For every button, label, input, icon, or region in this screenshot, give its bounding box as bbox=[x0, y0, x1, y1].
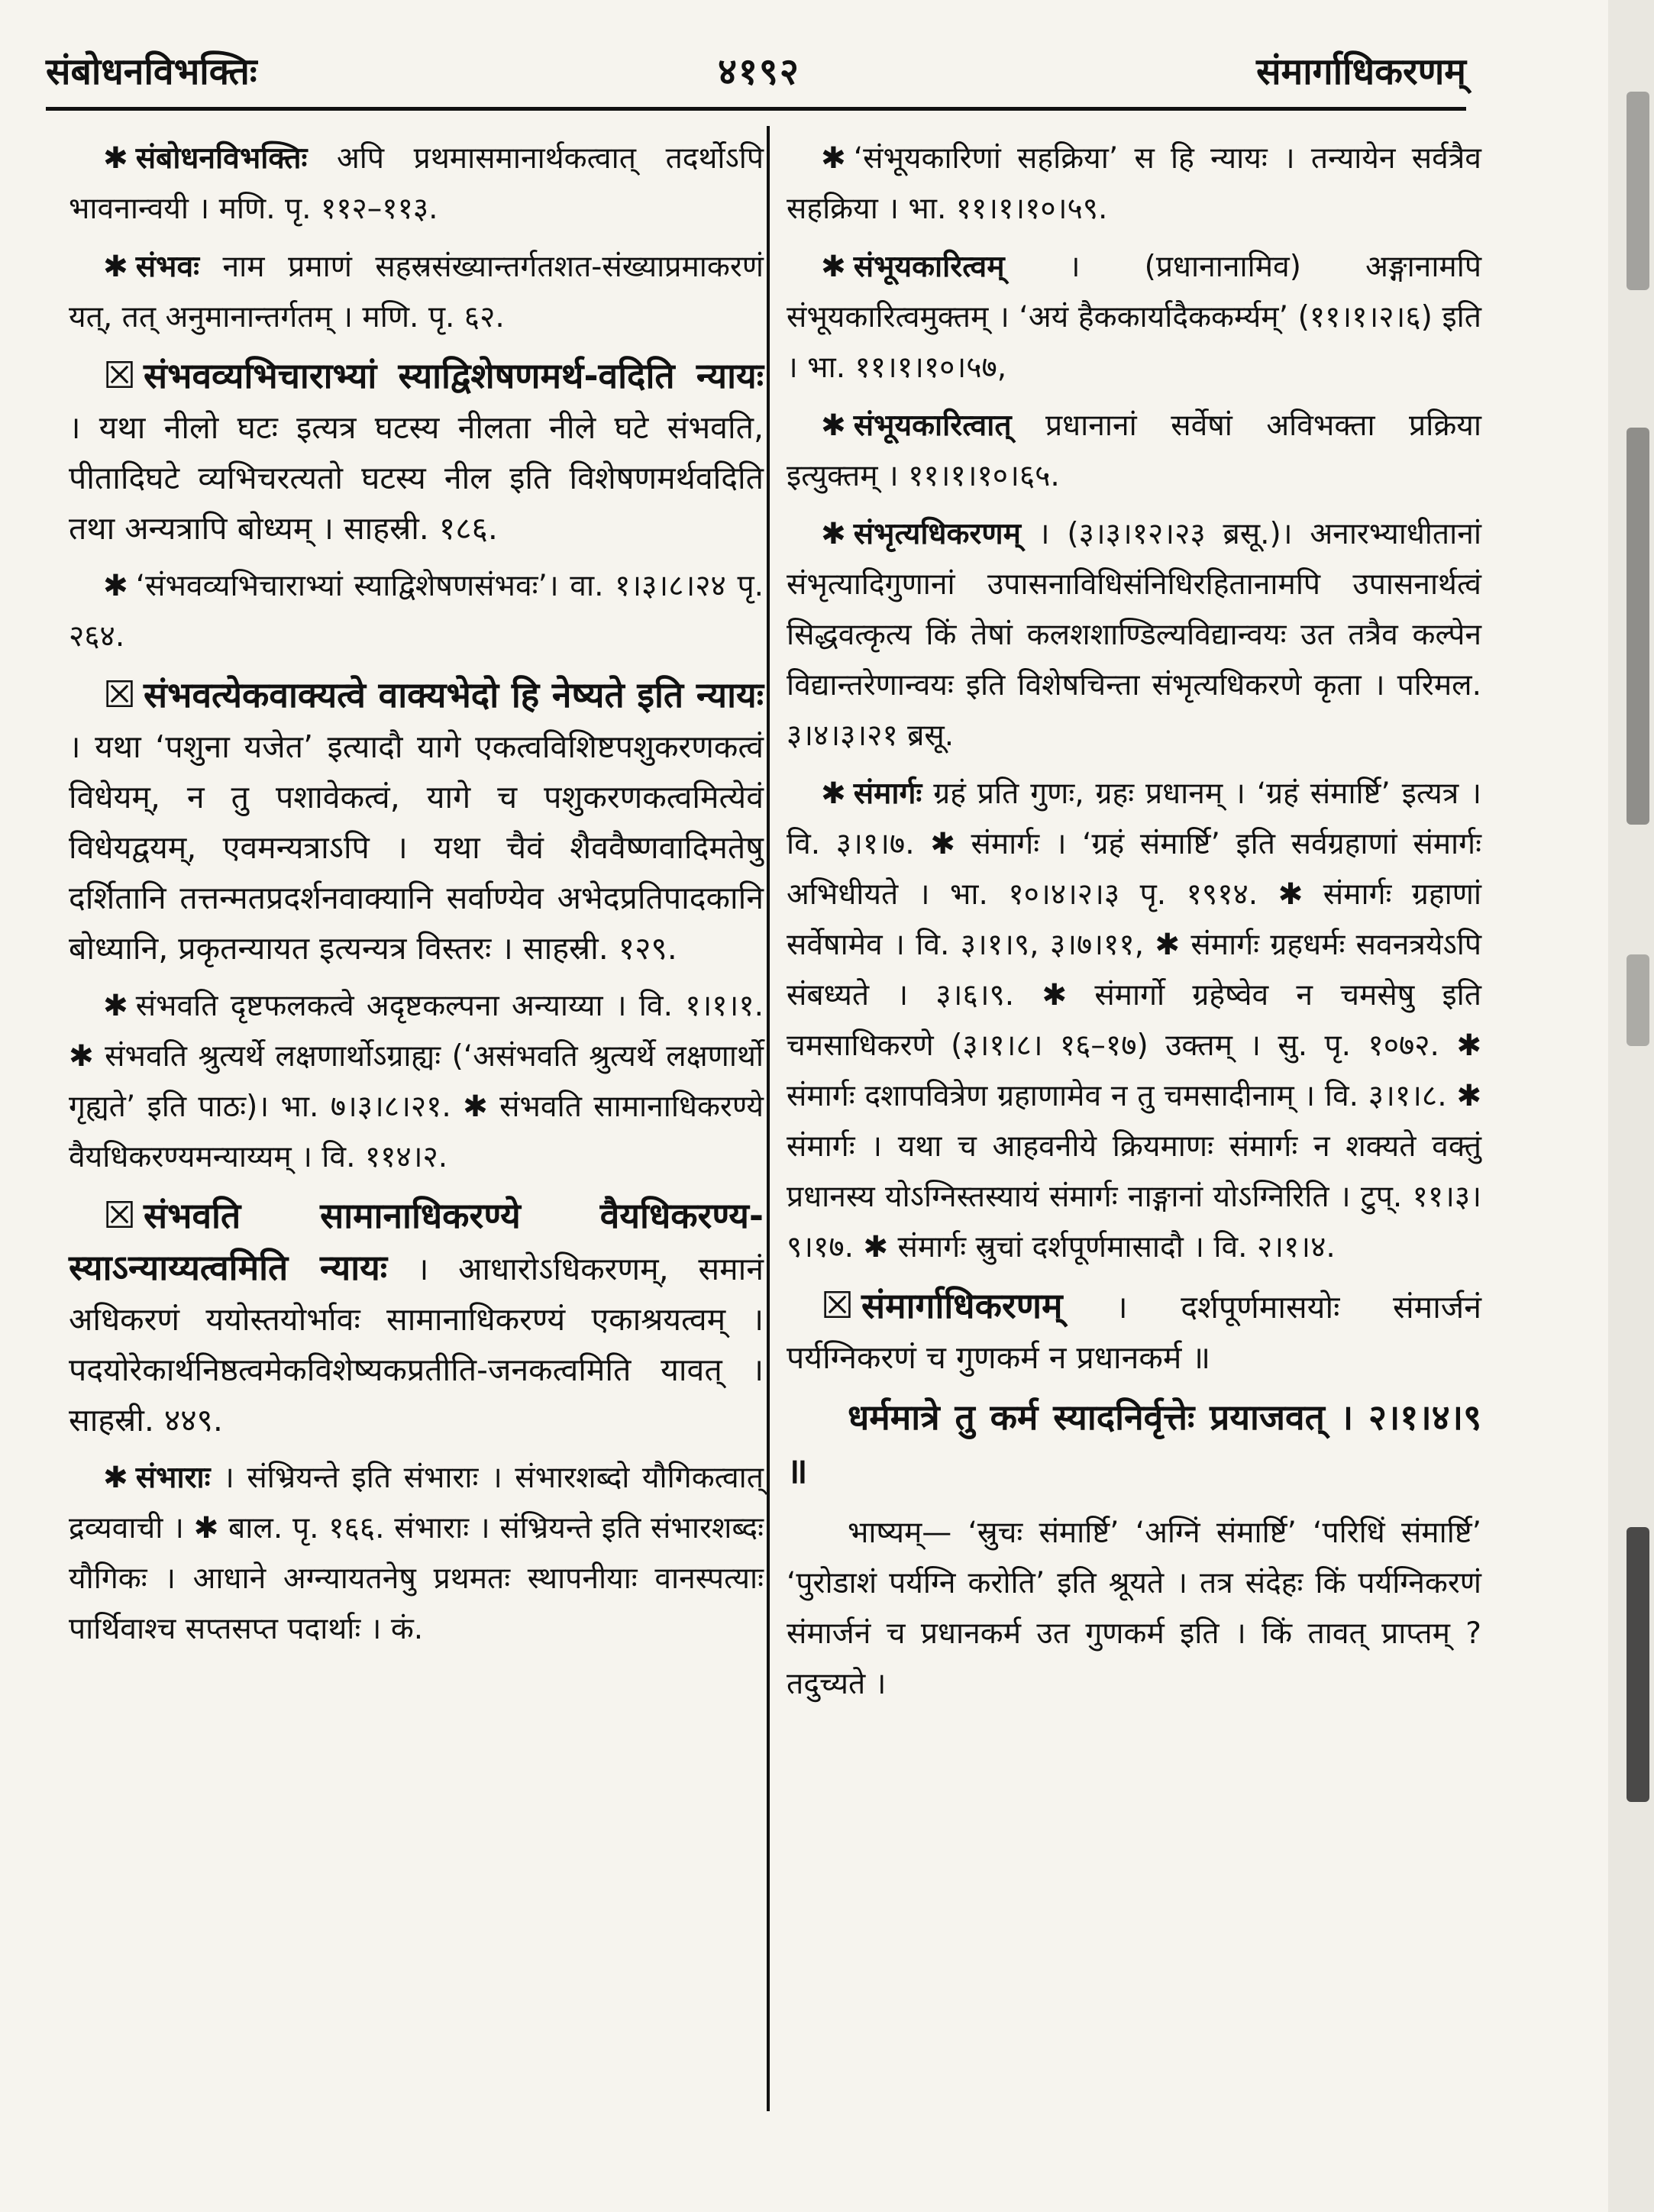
entry bbox=[69, 981, 764, 1183]
right-running-head: संमार्गाधिकरणम् bbox=[1256, 50, 1466, 93]
entry-text: । संभ्रियन्ते इति संभाराः । संभारशब्दो यौगिकत्वात् द्रव्यवाची । ✱ बाल. पृ. १६६. संभाराः । संभ्रियन्ते इति संभारशब्दः यौगिकः । आधाने अग्न्यायतनेषु प्रथमतः स्थापनीयाः वानस्पत्याः पार्थिवाश्च सप्तसप्त पदार्थाः । कं. bbox=[69, 1461, 764, 1646]
entry-text: नाम प्रमाणं सहस्रसंख्यान्तर्गतशत-संख्याप्रमाकरणं यत्, तत् अनुमानान्तर्गतम् । मणि. पृ. ६२. bbox=[69, 250, 764, 334]
maxim-icon: ☒ bbox=[103, 354, 137, 397]
entry-text: अपि प्रथमासमानार्थकत्वात् तदर्थोऽपि भावनान्वयी । मणि. पृ. ११२–११३. bbox=[69, 141, 764, 226]
scan-edge-mark bbox=[1627, 1527, 1649, 1802]
entry bbox=[69, 242, 764, 343]
asterisk-icon: ✱ bbox=[103, 1461, 128, 1495]
asterisk-icon: ✱ bbox=[821, 517, 846, 551]
entry-headword: संभृत्यधिकरणम् bbox=[853, 517, 1021, 551]
entry bbox=[787, 769, 1481, 1273]
entry-headword: संबोधनविभक्तिः bbox=[135, 141, 308, 176]
entry-text: । आधारोऽधिकरणम्, समानं अधिकरणं ययोस्तयोर्भावः सामानाधिकरण्यं एकाश्रयत्वम् । पदयोरेकार्थनिष्ठत्वमेकविशेष्यकप्रतीति-जनकत्वमिति यावत् । साहस्री. ४४९. bbox=[69, 1251, 764, 1439]
entry bbox=[787, 242, 1481, 393]
entry bbox=[69, 350, 764, 554]
entry-text: । दर्शपूर्णमासयोः संमार्जनं पर्यग्निकरणं च गुणकर्म न प्रधानकर्म ॥ bbox=[787, 1289, 1481, 1376]
entry-text: संभवति दृष्टफलकत्वे अदृष्टकल्पना अन्याय्या । वि. १।१।१. ✱ संभवति श्रुत्यर्थे लक्षणार्थोऽग्राह्यः (‘असंभवति श्रुत्यर्थे लक्षणार्थो गृह्यते’ इति पाठः)। भा. ७।३।८।२१. ✱ संभवति सामानाधिकरण्ये वैयधिकरण्यमन्याय्यम् । वि. ११४।२. bbox=[69, 989, 764, 1174]
left-column bbox=[69, 134, 764, 1662]
entry-headword: संभवति सामानाधिकरण्ये वैयधिकरण्य-स्याऽन्याय्यत्वमिति न्यायः bbox=[69, 1195, 764, 1288]
asterisk-icon: ✱ bbox=[103, 569, 128, 603]
entry bbox=[69, 1190, 764, 1445]
entry-text: ग्रहं प्रति गुणः, ग्रहः प्रधानम् । ‘ग्रहं संमार्ष्टि’ इत्यत्र । वि. ३।१।७. ✱ संमार्गः । ‘ग्रहं संमार्ष्टि’ इति सर्वग्रहाणां संमार्गः अभिधीयते । भा. १०।४।२।३ पृ. १९१४. ✱ संमार्गः ग्रहाणां सर्वेषामेव । वि. ३।१।९, ३।७।११, ✱ संमार्गः ग्रहधर्मः सवनत्रयेऽपि संबध्यते । ३।६।९. ✱ संमार्गो ग्रहेष्वेव न चमसेषु इति चमसाधिकरणे (३।१।८। १६–१७) उक्तम् । सु. पृ. १०७२. ✱ संमार्गः दशापवित्रेण ग्रहाणामेव न तु चमसादीनाम् । वि. ३।१।८. ✱ संमार्गः । यथा च आहवनीये क्रियमाणः संमार्गः न शक्यते वक्तुं प्रधानस्य योऽग्निस्तस्यायं संमार्गः नाङ्गानां योऽग्निरिति । टुप्. ११।३।९।१७. ✱ संमार्गः स्रुचां दर्शपूर्णमासादौ । वि. २।१।४. bbox=[787, 777, 1481, 1264]
scan-edge-mark bbox=[1627, 92, 1649, 290]
left-running-head: संबोधनविभक्तिः bbox=[46, 50, 257, 93]
entry bbox=[69, 1453, 764, 1655]
scan-edge-mark bbox=[1627, 428, 1649, 825]
entry-headword: संभूयकारित्वात् bbox=[853, 408, 1012, 443]
entry-text: । यथा नीलो घटः इत्यत्र घटस्य नीलता नीले घटे संभवति, पीतादिघटे व्यभिचरत्यतो घटस्य नील इति विशेषणमर्थवदिति तथा अन्यत्रापि बोध्यम् । साहस्री. १८६. bbox=[69, 409, 764, 547]
asterisk-icon: ✱ bbox=[103, 141, 128, 176]
entry-text: प्रधानानां सर्वेषां अविभक्ता प्रक्रिया इत्युक्तम् । ११।१।१०।६५. bbox=[787, 408, 1481, 493]
maxim-icon: ☒ bbox=[103, 673, 137, 716]
entry bbox=[787, 509, 1481, 761]
asterisk-icon: ✱ bbox=[103, 250, 128, 284]
entry bbox=[787, 134, 1481, 234]
entry-text: । यथा ‘पशुना यजेत’ इत्यादौ यागे एकत्वविशिष्टपशुकरणकत्वं विधेयम्, न तु पशावेकत्वं, यागे च पशुकरणकत्वमित्येवं विधेयद्वयम्, एवमन्यत्राऽपि । यथा चैवं शैववैष्णवादिमतेषु दर्शितानि तत्तन्मतप्रदर्शनवाक्यानि सर्वाण्येव अभेदप्रतिपादकानि बोध्यानि, प्रकृतन्यायत इत्यन्यत्र विस्तरः । साहस्री. १२९. bbox=[69, 728, 764, 967]
maxim-icon: ☒ bbox=[821, 1284, 854, 1327]
asterisk-icon: ✱ bbox=[103, 989, 128, 1023]
entry-text: । (प्रधानानामिव) अङ्गानामपि संभूयकारित्वमुक्तम् । ‘अयं हैककार्यादैककर्म्यम्’ (११।१।२।६) इति । भा. ११।१।१०।५७, bbox=[787, 250, 1481, 385]
asterisk-icon: ✱ bbox=[821, 250, 846, 284]
scan-edge bbox=[1608, 0, 1654, 2212]
entry-headword: संभवत्येकवाक्यत्वे वाक्यभेदो हि नेष्यते इति न्यायः bbox=[144, 674, 764, 715]
entry bbox=[69, 670, 764, 974]
page-header bbox=[46, 38, 1466, 107]
sutra-line: धर्ममात्रे तु कर्म स्यादनिर्वृत्तेः प्रयाजवत् । २।१।४।९ ॥ bbox=[787, 1397, 1481, 1491]
entry-headword: संभूयकारित्वम् bbox=[853, 250, 1005, 284]
entry-headword: संभवव्यभिचाराभ्यां स्याद्विशेषणमर्थ-वदिति न्यायः bbox=[144, 355, 764, 396]
entry-headword: संभवः bbox=[135, 250, 200, 284]
asterisk-icon: ✱ bbox=[821, 777, 846, 811]
entry-text: ‘संभूयकारिणां सहक्रिया’ स हि न्यायः । तन्यायेन सर्वत्रैव सहक्रिया । भा. ११।१।१०।५९. bbox=[787, 141, 1481, 226]
asterisk-icon: ✱ bbox=[821, 408, 846, 443]
entry bbox=[787, 1280, 1481, 1383]
entry-headword: संमार्गः bbox=[853, 777, 922, 811]
entry bbox=[787, 401, 1481, 502]
entry-headword: संभाराः bbox=[135, 1461, 211, 1495]
entry bbox=[69, 561, 764, 662]
entry-headword: संमार्गाधिकरणम् bbox=[861, 1285, 1063, 1326]
entry-text: । (३।३।१२।२३ ब्रसू.)। अनारभ्याधीतानां संभृत्यादिगुणानां उपासनाविधिसंनिधिरहितानामपि उपासनार्थत्वं सिद्धवत्कृत्य किं तेषां कलशशाण्डिल्यविद्यान्वयः उत तत्रैव कल्पेन विद्यान्तरेणान्वयः इति विशेषचिन्ता संभृत्यधिकरणे कृता । परिमल. ३।४।३।२१ ब्रसू. bbox=[787, 517, 1481, 753]
maxim-icon: ☒ bbox=[103, 1194, 137, 1237]
page-number: ४१९२ bbox=[718, 50, 800, 93]
header-rule bbox=[46, 107, 1466, 111]
scan-edge-mark bbox=[1627, 954, 1649, 1046]
column-divider bbox=[767, 126, 770, 2111]
right-column bbox=[787, 134, 1481, 1717]
bhashya-paragraph: भाष्यम्— ‘स्रुचः संमार्ष्टि’ ‘अग्निं संमार्ष्टि’ ‘परिधिं संमार्ष्टि’ ‘पुरोडाशं पर्यग्नि करोति’ इति श्रूयते । तत्र संदेहः किं पर्यग्निकरणं संमार्जनं च प्रधानकर्म उत गुणकर्म इति । किं तावत् प्राप्तम् ? तदुच्यते । bbox=[787, 1516, 1481, 1701]
entry bbox=[69, 134, 764, 234]
entry-text: ‘संभवव्यभिचाराभ्यां स्याद्विशेषणसंभवः’। वा. १।३।८।२४ पृ. २६४. bbox=[69, 569, 764, 654]
asterisk-icon: ✱ bbox=[821, 141, 846, 176]
